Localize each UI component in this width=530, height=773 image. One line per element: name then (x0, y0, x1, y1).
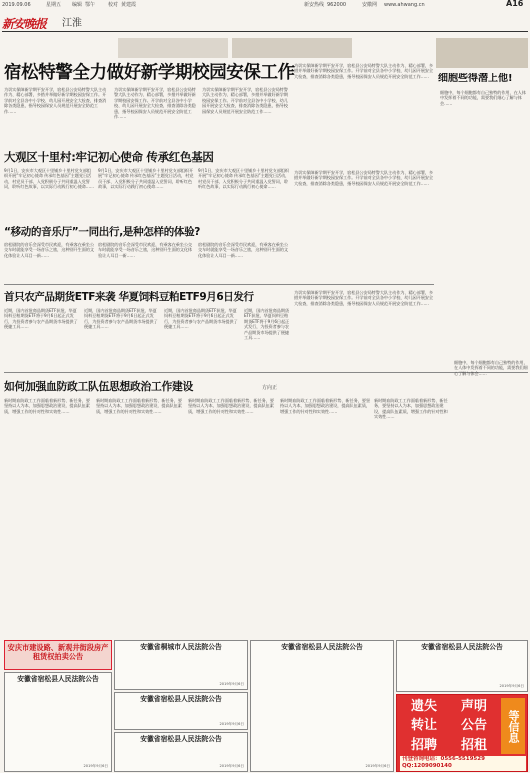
lead-article-col4: 为切实保障新学期平安开学，宿松县公安局特警大队主动作为、精心部署，多措并举做好新学期校园安保工作。开学前对全县各中小学校、幼儿园开展安全大检查，排查消除各类隐患，指导校园保安人员规范开展安全防范工作…… (294, 63, 433, 79)
property-auction-ad (4, 640, 112, 670)
article-3-col1: 近期，国内首批商品期货ETF获批，华夏饲料豆粕期货ETF将于9月6日起正式发行，为投资者参与农产品期货市场提供了便捷工具…… (4, 308, 78, 330)
article-1-col2: 9月1日，安庆市大观区十里铺乡十里村党支部组织开展“牢记初心使命 传承红色基因”主题党日活动，村党员干部、入党积极分子共同重温入党誓词，聆听红色故事，以实际行动践行初心使命…… (98, 168, 194, 190)
phone-label: 刊登咨询电话： (402, 756, 441, 762)
header-weekday: 星期五 (46, 2, 62, 8)
article-4-col5: 新时期血防政工工作面临着新形势、新任务，要坚持以人为本，加强思想政治建设，提高队伍素质，增强工作的针对性和实效性…… (374, 398, 448, 420)
notice-3-title: 安徽省宿松县人民法院公告 (421, 643, 503, 651)
article-1-col1: 9月1日，安庆市大观区十里铺乡十里村党支部组织开展“牢记初心使命 传承红色基因”主题党日活动，村党员干部、入党积极分子共同重温入党誓词，聆听红色故事，以实际行动践行初心使命…… (4, 168, 94, 190)
classified-side-label (501, 698, 525, 754)
header-editor-label: 编辑 (72, 2, 83, 8)
header-hotline: 962000 (327, 2, 347, 8)
court-notice-4 (4, 672, 112, 772)
article-4-col6: 细胞中，每个细胞都有自己独特的作用，在人体中发挥着不同的功能，需要我们细心了解与体会…… (454, 360, 528, 376)
court-notice-5 (114, 692, 248, 730)
lead-photo-2 (232, 38, 352, 58)
classified-item-lost: 遗失 (410, 699, 437, 714)
auction-ad-title: 安庆市建设路、新观井街段房产租赁权拍卖公告 (7, 643, 109, 661)
article-4-col2: 新时期血防政工工作面临着新形势、新任务，要坚持以人为本，加强思想政治建设，提高队伍素质，增强工作的针对性和实效性…… (96, 398, 182, 414)
court-notice-1 (114, 640, 248, 690)
article-4-col4: 新时期血防政工工作面临着新形势、新任务，要坚持以人为本，加强思想政治建设，提高队伍素质，增强工作的针对性和实效性…… (280, 398, 370, 414)
divider-article-4 (4, 372, 528, 373)
classified-item-notice: 公告 (460, 718, 487, 734)
article-3-col4: 近期，国内首批商品期货ETF获批，华夏饲料豆粕期货ETF将于9月6日起正式发行，为投资者参与农产品期货市场提供了便捷工具…… (244, 308, 290, 341)
classified-side-text: 等信息 (507, 709, 520, 743)
article-4-col3: 新时期血防政工工作面临着新形势、新任务，要坚持以人为本，加强思想政治建设，提高队伍素质，增强工作的针对性和实效性…… (188, 398, 274, 414)
notice-2-title: 安徽省宿松县人民法院公告 (281, 643, 363, 651)
lead-article-col1: 为切实保障新学期平安开学，宿松县公安局特警大队主动作为、精心部署，多措并举做好新学期校园安保工作。开学前对全县各中小学校、幼儿园开展安全大检查，排查消除各类隐患，指导校园保安人员规范开展安全防范工作…… (4, 87, 107, 114)
court-notice-6 (114, 732, 248, 772)
lead-photo (118, 38, 228, 58)
page-number: A16 (506, 0, 524, 8)
article-4-author: 方向正 (262, 385, 278, 391)
header-proof-label: 校对 (108, 2, 119, 8)
article-2-col3: 宿松剧院的音乐会深受市民欢迎，有乘客在乘坐公交车时就能享受一场音乐之旅，这种别开生面的文化体验让人耳目一新…… (198, 242, 288, 258)
right-column-title: 细胞些得潜上他! (438, 73, 513, 84)
article-4-col1: 新时期血防政工工作面临着新形势、新任务，要坚持以人为本，加强思想政治建设，提高队伍素质，增强工作的针对性和实效性…… (4, 398, 90, 414)
article-4-title: 如何加强血防政工队伍思想政治工作建设 (4, 380, 193, 393)
notice-6-title: 安徽省宿松县人民法院公告 (140, 735, 222, 743)
article-2-col1: 宿松剧院的音乐会深受市民欢迎，有乘客在乘坐公交车时就能享受一场音乐之旅，这种别开生面的文化体验让人耳目一新…… (4, 242, 94, 258)
classified-item-rent: 招租 (460, 737, 487, 753)
article-2-title: “移动的音乐厅”一同出行,是种怎样的体验? (4, 226, 201, 238)
newspaper-logo (2, 13, 57, 29)
header-proofreader: 黄建霞 (121, 2, 137, 8)
classified-item-transfer: 转让 (410, 718, 437, 734)
qq-number: 1209090140 (413, 763, 452, 769)
notice-4-title: 安徽省宿松县人民法院公告 (17, 675, 99, 683)
right-top-photo (436, 38, 528, 68)
notice-3-date: 2019年9月6日 (499, 684, 524, 689)
article-2-col2: 宿松剧院的音乐会深受市民欢迎，有乘客在乘坐公交车时就能享受一场音乐之旅，这种别开生面的文化体验让人耳目一新…… (98, 242, 193, 258)
divider-article-3 (4, 284, 434, 285)
court-notice-3 (396, 640, 528, 692)
court-notice-2 (250, 640, 394, 772)
lead-article-col3: 为切实保障新学期平安开学，宿松县公安局特警大队主动作为、精心部署，多措并举做好新学期校园安保工作。开学前对全县各中小学校、幼儿园开展安全大检查，排查消除各类隐患，指导校园保安人员规范开展安全防范工作…… (202, 87, 288, 114)
notice-5-title: 安徽省宿松县人民法院公告 (140, 695, 222, 703)
article-3-col2: 近期，国内首批商品期货ETF获批，华夏饲料豆粕期货ETF将于9月6日起正式发行，为投资者参与农产品期货市场提供了便捷工具…… (84, 308, 158, 330)
notice-1-title: 安徽省桐城市人民法院公告 (140, 643, 222, 651)
article-1-col3: 9月1日，安庆市大观区十里铺乡十里村党支部组织开展“牢记初心使命 传承红色基因”主题党日活动，村党员干部、入党积极分子共同重温入党誓词，聆听红色故事，以实际行动践行初心使命…… (198, 168, 290, 190)
article-3-title: 首只农产品期货ETF来袭 华夏饲料豆粕ETF9月6日发行 (4, 291, 254, 303)
notice-1-date: 2019年9月6日 (219, 682, 244, 687)
lead-article-col2: 为切实保障新学期平安开学，宿松县公安局特警大队主动作为、精心部署，多措并举做好新学期校园安保工作。开学前对全县各中小学校、幼儿园开展安全大检查，排查消除各类隐患，指导校园保安人员规范开展安全防范工作…… (114, 87, 196, 120)
article-side-col-2: 为切实保障新学期平安开学，宿松县公安局特警大队主动作为、精心部署，多措并举做好新学期校园安保工作。开学前对全县各中小学校、幼儿园开展安全大检查，排查消除各类隐患，指导校园保安人员规范开展安全防范工作…… (294, 290, 433, 306)
header-editor: 鄂午 (85, 2, 96, 8)
article-1-title: 大观区十里村:牢记初心使命 传承红色基因 (4, 150, 214, 164)
classified-item-recruit: 招聘 (410, 737, 437, 753)
article-side-col: 为切实保障新学期平安开学，宿松县公安局特警大队主动作为、精心部署，多措并举做好新学期校园安保工作。开学前对全县各中小学校、幼儿园开展安全大检查，排查消除各类隐患，指导校园保安人员规范开展安全防范工作…… (294, 170, 433, 186)
phone-number: 0556-5519529 (440, 756, 485, 762)
qq-label: QQ: (402, 763, 414, 769)
classified-grid (400, 698, 498, 754)
classified-contact (400, 756, 526, 771)
notice-4-date: 2019年9月6日 (83, 764, 108, 769)
right-column-body: 细胞中，每个细胞都有自己独特的作用，在人体中发挥着不同的功能，需要我们细心了解与体会…… (440, 90, 526, 106)
masthead-rule (2, 31, 528, 32)
notice-5-date: 2019年9月6日 (219, 722, 244, 727)
classified-ad (396, 694, 528, 772)
main-headline: 宿松特警全力做好新学期校园安保工作 (4, 63, 295, 83)
notice-2-date: 2019年9月6日 (365, 764, 390, 769)
header-site: www.ahwang.cn (384, 2, 425, 8)
section-name: 江淮 (62, 18, 82, 29)
classified-item-statement: 声明 (460, 699, 487, 714)
logo-text: 新安晚报 (2, 17, 47, 29)
masthead (0, 0, 530, 10)
notice-6-date: 2019年9月6日 (219, 764, 244, 769)
header-hotline-label: 新安热线 (304, 2, 325, 8)
article-3-col3: 近期，国内首批商品期货ETF获批，华夏饲料豆粕期货ETF将于9月6日起正式发行，为投资者参与农产品期货市场提供了便捷工具…… (164, 308, 238, 330)
header-date: 2019.09.06 (2, 2, 31, 8)
header-site-label: 安徽网 (362, 2, 378, 8)
